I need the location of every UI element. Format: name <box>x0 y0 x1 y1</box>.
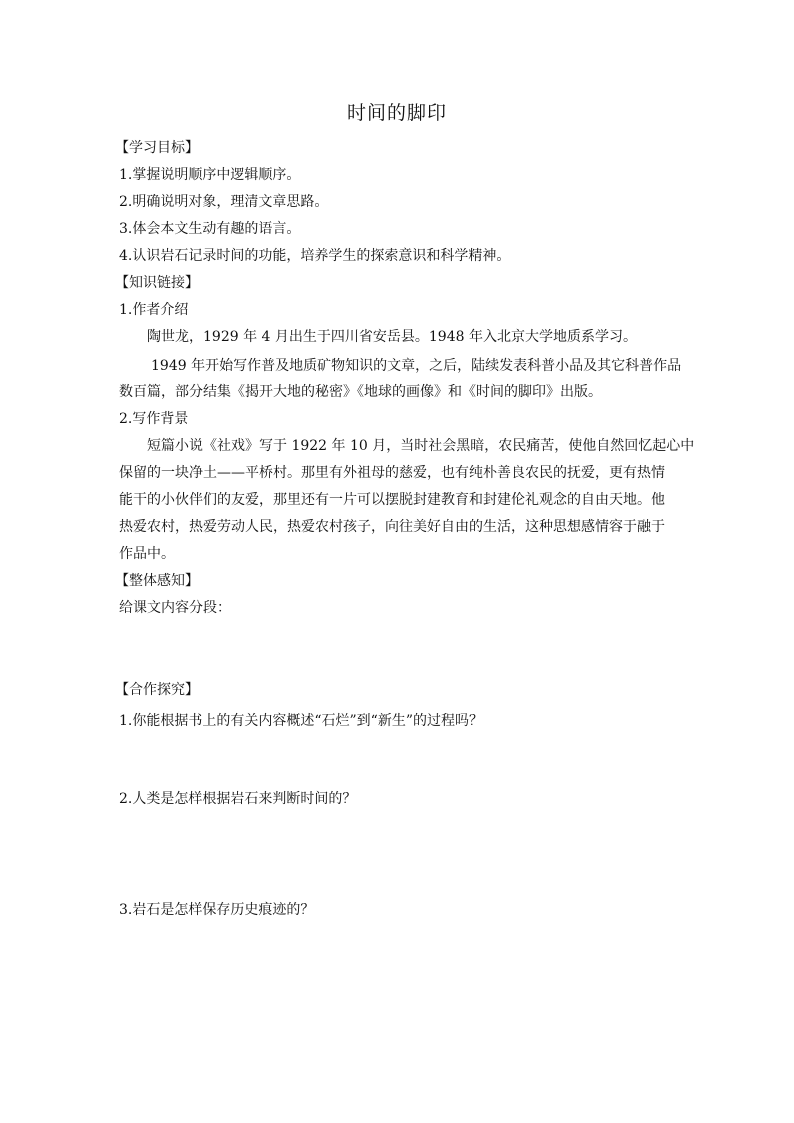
author-paragraph-line: 1949 年开始写作普及地质矿物知识的文章，之后，陆续发表科普小品及其它科普作品 <box>151 358 682 374</box>
section-heading-links: 【知识链接】 <box>115 275 199 291</box>
explore-question: 3.岩石是怎样保存历史痕迹的？ <box>119 902 315 918</box>
background-label: 2.写作背景 <box>119 411 189 427</box>
background-paragraph-line: 作品中。 <box>119 546 175 562</box>
background-paragraph-line: 热爱农村，热爱劳动人民，热爱农村孩子，向往美好自由的生活，这种思想感情容于融于 <box>119 519 665 535</box>
explore-question: 1.你能根据书上的有关内容概述“石烂”到“新生”的过程吗？ <box>119 713 483 729</box>
overall-prompt: 给课文内容分段： <box>119 600 231 616</box>
explore-question: 2.人类是怎样根据岩石来判断时间的？ <box>119 791 357 807</box>
author-paragraph-line: 数百篇，部分结集《揭开大地的秘密》《地球的画像》和《时间的脚印》出版。 <box>119 384 602 400</box>
section-heading-goals: 【学习目标】 <box>115 140 199 156</box>
document-title: 时间的脚印 <box>346 102 447 124</box>
goal-item: 3.体会本文生动有趣的语言。 <box>119 221 301 237</box>
background-paragraph-line: 保留的一块净土——平桥村。那里有外祖母的慈爱，也有纯朴善良农民的抚爱，更有热情 <box>119 465 665 481</box>
section-heading-explore: 【合作探究】 <box>115 682 199 698</box>
author-label: 1.作者介绍 <box>119 302 189 318</box>
goal-item: 4.认识岩石记录时间的功能，培养学生的探索意识和科学精神。 <box>119 248 511 264</box>
background-paragraph-line: 能干的小伙伴们的友爱，那里还有一片可以摆脱封建教育和封建伦礼观念的自由天地。他 <box>119 492 665 508</box>
goal-item: 2.明确说明对象，理清文章思路。 <box>119 194 329 210</box>
background-paragraph-line: 短篇小说《社戏》写于 1922 年 10 月，当时社会黑暗，农民痛苦，使他自然回忆起心中 <box>147 438 695 454</box>
section-heading-overall: 【整体感知】 <box>115 573 199 589</box>
author-paragraph-line: 陶世龙，1929 年 4 月出生于四川省安岳县。1948 年入北京大学地质系学习。 <box>147 329 637 345</box>
goal-item: 1.掌握说明顺序中逻辑顺序。 <box>119 167 301 183</box>
